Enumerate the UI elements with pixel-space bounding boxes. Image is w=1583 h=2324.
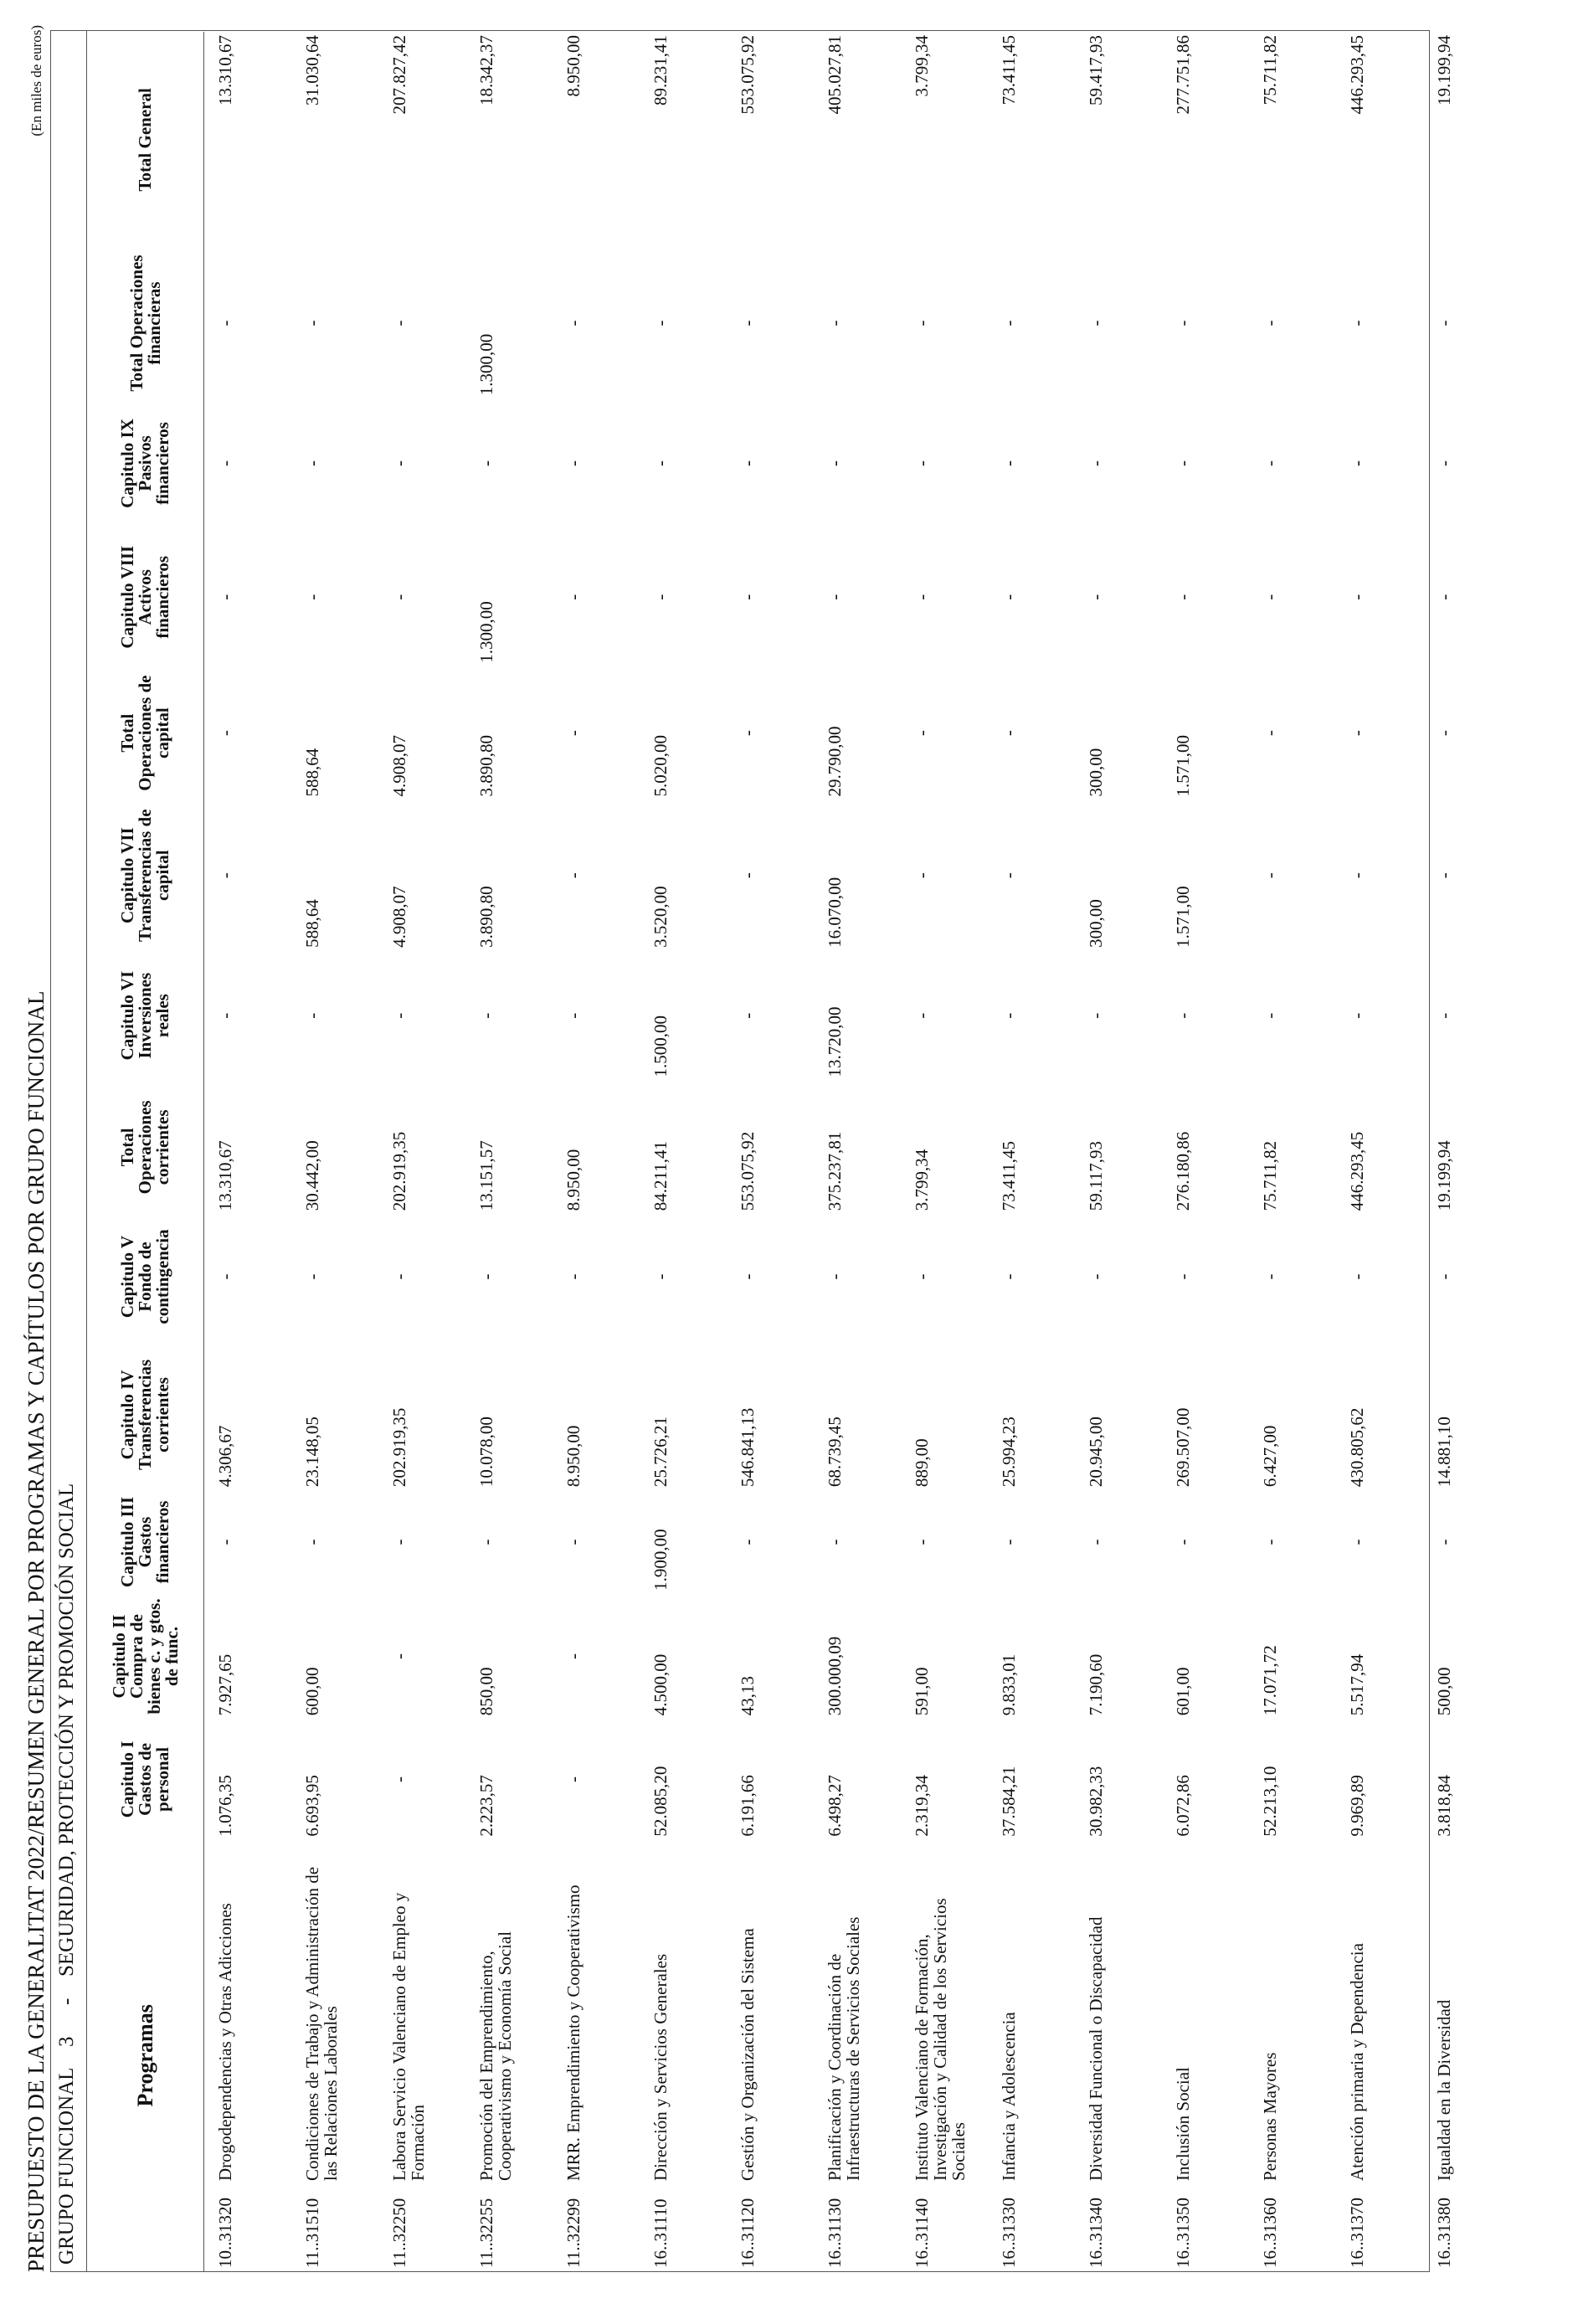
amount-cell: 30.442,00 <box>302 1140 322 1211</box>
program-name: Drogodependencias y Otras Adicciones <box>215 1903 235 2181</box>
amount-cell: 1.300,00 <box>476 333 496 396</box>
table-row <box>993 32 1080 2271</box>
amount-cell: - <box>389 594 409 600</box>
amount-cell: 8.950,00 <box>563 1425 583 1488</box>
total-general-cell: 59.417,93 <box>1086 35 1106 105</box>
amount-cell: - <box>1086 594 1106 600</box>
amount-cell: 1.900,00 <box>650 1529 671 1591</box>
program-cell <box>470 1840 558 2271</box>
amount-cell: - <box>563 730 583 737</box>
amount-cell: 30.982,33 <box>1086 1766 1106 1837</box>
amount-cell: - <box>563 1273 583 1280</box>
amount-cell: - <box>215 460 235 467</box>
program-code: 16..31350 <box>1173 2198 1193 2268</box>
table-row <box>383 32 470 2271</box>
amount-cell: - <box>215 872 235 879</box>
header-row <box>87 32 204 2271</box>
amount-cell: - <box>1434 460 1454 467</box>
program-cell <box>1341 1840 1428 2271</box>
amount-cell: - <box>1260 730 1280 737</box>
amount-cell: 375.237,81 <box>825 1131 845 1211</box>
amount-cell: - <box>302 1539 322 1545</box>
budget-table <box>87 32 1515 2271</box>
amount-cell: 1.571,00 <box>1173 735 1193 797</box>
total-general-cell: 13.310,67 <box>215 35 235 105</box>
amount-cell: - <box>389 1012 409 1019</box>
amount-cell: - <box>1260 1273 1280 1280</box>
amount-cell: 3.818,84 <box>1434 1775 1454 1837</box>
amount-cell: - <box>389 1273 409 1280</box>
budget-table-frame <box>50 30 1454 2272</box>
program-cell <box>558 1840 645 2271</box>
amount-cell: 9.969,89 <box>1347 1775 1367 1837</box>
amount-cell: - <box>563 594 583 600</box>
amount-cell: 1.300,00 <box>476 601 496 663</box>
amount-cell: - <box>215 1539 235 1545</box>
table-row <box>1254 32 1341 2271</box>
amount-cell: - <box>912 594 932 600</box>
amount-cell: - <box>1347 1012 1367 1019</box>
amount-cell: 13.310,67 <box>215 1140 235 1211</box>
program-code: 16..31340 <box>1086 2198 1106 2268</box>
column-header: Total Operaciones corrientes <box>87 1081 204 1215</box>
amount-cell: 2.223,57 <box>476 1775 496 1837</box>
amount-cell: - <box>912 1273 932 1280</box>
total-general-cell: 3.799,34 <box>912 35 932 97</box>
amount-cell: - <box>650 1273 671 1280</box>
program-cell <box>383 1840 470 2271</box>
amount-cell: - <box>1347 594 1367 600</box>
amount-cell: 430.805,62 <box>1347 1407 1367 1488</box>
amount-cell: 13.151,57 <box>476 1140 496 1211</box>
amount-cell: 52.213,10 <box>1260 1766 1280 1837</box>
table-row <box>1080 32 1167 2271</box>
program-code: 16..31370 <box>1347 2198 1367 2268</box>
amount-cell: 25.994,23 <box>999 1417 1019 1488</box>
amount-cell: 8.950,00 <box>563 1149 583 1211</box>
amount-cell: - <box>215 1012 235 1019</box>
column-header: Capitulo VIII Activos financieros <box>87 528 204 666</box>
amount-cell: 9.833,01 <box>999 1653 1019 1716</box>
amount-cell: - <box>738 1273 758 1280</box>
table-row <box>558 32 645 2271</box>
amount-cell: - <box>302 460 322 467</box>
program-code: 11..31510 <box>302 2198 322 2268</box>
amount-cell: - <box>1347 460 1367 467</box>
column-header: Capitulo I Gastos de personal <box>87 1719 204 1839</box>
table-row <box>645 32 732 2271</box>
amount-cell: - <box>563 872 583 879</box>
amount-cell: - <box>563 1012 583 1019</box>
program-name: Infancia y Adolescencia <box>999 2012 1019 2181</box>
program-cell <box>1167 1840 1254 2271</box>
program-code: 16..31140 <box>912 2198 932 2268</box>
column-header: Capitulo VII Transferencias de capital <box>87 800 204 951</box>
amount-cell: - <box>1260 460 1280 467</box>
table-row <box>819 32 906 2271</box>
column-header: Capitulo VI Inversiones reales <box>87 951 204 1081</box>
amount-cell: 588,64 <box>302 748 322 797</box>
amount-cell: 17.071,72 <box>1260 1645 1280 1716</box>
amount-cell: 6.427,00 <box>1260 1425 1280 1488</box>
amount-cell: - <box>738 1012 758 1019</box>
amount-cell: - <box>1434 594 1454 600</box>
program-cell <box>296 1840 383 2271</box>
program-name: Diversidad Funcional o Discapacidad <box>1086 1916 1106 2181</box>
amount-cell: - <box>389 1653 409 1660</box>
amount-cell: 588,64 <box>302 899 322 948</box>
units-note: (En miles de euros) <box>28 25 44 136</box>
program-code: 16..31380 <box>1434 2198 1454 2268</box>
amount-cell: - <box>999 872 1019 879</box>
column-header: Programas <box>87 1840 204 2271</box>
amount-cell: - <box>650 320 671 326</box>
amount-cell: - <box>999 594 1019 600</box>
amount-cell: - <box>1173 594 1193 600</box>
program-code: 16..31130 <box>825 2198 845 2268</box>
table-row <box>204 32 297 2271</box>
amount-cell: 37.584,21 <box>999 1766 1019 1837</box>
amount-cell: 446.293,45 <box>1347 1131 1367 1211</box>
amount-cell: - <box>1173 1012 1193 1019</box>
total-general-cell: 73.411,45 <box>999 35 1019 105</box>
program-name: Promoción del Emprendimiento, Cooperativismo y Economía Social <box>476 1931 515 2181</box>
amount-cell: 601,00 <box>1173 1667 1193 1716</box>
total-general-cell: 18.342,37 <box>476 35 496 105</box>
program-name: MRR. Emprendimiento y Cooperativismo <box>563 1884 583 2181</box>
amount-cell: - <box>912 730 932 737</box>
group-number: 3 <box>55 2036 78 2047</box>
amount-cell: - <box>1173 460 1193 467</box>
program-cell <box>1254 1840 1341 2271</box>
amount-cell: - <box>1260 320 1280 326</box>
amount-cell: 850,00 <box>476 1667 496 1716</box>
amount-cell: 546.841,13 <box>738 1407 758 1488</box>
amount-cell: - <box>302 320 322 326</box>
total-general-cell: 89.231,41 <box>650 35 671 105</box>
amount-cell: 3.799,34 <box>912 1149 932 1211</box>
amount-cell: - <box>1173 320 1193 326</box>
amount-cell: - <box>302 1273 322 1280</box>
total-general-cell: 405.027,81 <box>825 35 845 115</box>
amount-cell: 202.919,35 <box>389 1131 409 1211</box>
amount-cell: 300.000,09 <box>825 1636 845 1716</box>
amount-cell: - <box>650 594 671 600</box>
amount-cell: - <box>1086 1539 1106 1545</box>
amount-cell: 3.890,80 <box>476 886 496 948</box>
program-name: Personas Mayores <box>1260 2052 1280 2181</box>
program-code: 16..31330 <box>999 2198 1019 2268</box>
amount-cell: - <box>1260 872 1280 879</box>
program-code: 16..31120 <box>738 2198 758 2268</box>
program-code: 16..31360 <box>1260 2198 1280 2268</box>
amount-cell: 14.881,10 <box>1434 1417 1454 1488</box>
amount-cell: 4.908,07 <box>389 735 409 797</box>
table-row <box>470 32 558 2271</box>
amount-cell: - <box>825 320 845 326</box>
amount-cell: 3.890,80 <box>476 735 496 797</box>
amount-cell: 5.517,94 <box>1347 1653 1367 1716</box>
column-header: Capitulo IV Transferencias corrientes <box>87 1339 204 1490</box>
total-general-cell: 553.075,92 <box>738 35 758 115</box>
amount-cell: - <box>1086 460 1106 467</box>
amount-cell: - <box>215 594 235 600</box>
amount-cell: - <box>389 320 409 326</box>
amount-cell: - <box>1434 1539 1454 1545</box>
amount-cell: - <box>215 730 235 737</box>
amount-cell: - <box>738 594 758 600</box>
amount-cell: - <box>476 1273 496 1280</box>
amount-cell: 889,00 <box>912 1438 932 1488</box>
amount-cell: - <box>825 1273 845 1280</box>
amount-cell: 75.711,82 <box>1260 1141 1280 1211</box>
program-cell <box>645 1840 732 2271</box>
amount-cell: - <box>912 1539 932 1545</box>
amount-cell: 600,00 <box>302 1667 322 1716</box>
amount-cell: 73.411,45 <box>999 1141 1019 1211</box>
amount-cell: - <box>1347 730 1367 737</box>
amount-cell: - <box>302 594 322 600</box>
amount-cell: - <box>563 320 583 326</box>
amount-cell: 500,00 <box>1434 1667 1454 1716</box>
amount-cell: 20.945,00 <box>1086 1417 1106 1488</box>
amount-cell: 6.693,95 <box>302 1775 322 1837</box>
table-row <box>296 32 383 2271</box>
amount-cell: - <box>1086 1012 1106 1019</box>
amount-cell: - <box>1434 872 1454 879</box>
table-row <box>1428 32 1515 2271</box>
program-name: Dirección y Servicios Generales <box>650 1953 671 2181</box>
table-row <box>1167 32 1254 2271</box>
amount-cell: 2.319,34 <box>912 1775 932 1837</box>
program-code: 11..32255 <box>476 2198 496 2268</box>
amount-cell: - <box>476 1539 496 1545</box>
amount-cell: 3.520,00 <box>650 886 671 948</box>
amount-cell: - <box>215 1273 235 1280</box>
amount-cell: - <box>476 460 496 467</box>
amount-cell: - <box>1260 594 1280 600</box>
amount-cell: - <box>999 320 1019 326</box>
program-cell <box>1080 1840 1167 2271</box>
amount-cell: - <box>912 320 932 326</box>
column-header: Capitulo IX Pasivos financieros <box>87 398 204 528</box>
amount-cell: - <box>1173 1539 1193 1545</box>
amount-cell: 68.739,45 <box>825 1417 845 1488</box>
amount-cell: 84.211,41 <box>650 1141 671 1211</box>
amount-cell: 553.075,92 <box>738 1131 758 1211</box>
amount-cell: - <box>999 1012 1019 1019</box>
amount-cell: 4.500,00 <box>650 1653 671 1716</box>
amount-cell: - <box>825 460 845 467</box>
amount-cell: - <box>389 1776 409 1782</box>
amount-cell: - <box>1086 1273 1106 1280</box>
group-label: GRUPO FUNCIONAL <box>55 2067 78 2265</box>
amount-cell: - <box>1260 1539 1280 1545</box>
program-name: Labora Servicio Valenciano de Empleo y Formación <box>389 1892 428 2181</box>
amount-cell: - <box>563 1539 583 1545</box>
total-general-cell: 19.199,94 <box>1434 35 1454 105</box>
amount-cell: 202.919,35 <box>389 1407 409 1488</box>
amount-cell: 4.908,07 <box>389 886 409 948</box>
amount-cell: - <box>563 460 583 467</box>
program-code: 10..31320 <box>215 2198 235 2268</box>
amount-cell: 19.199,94 <box>1434 1140 1454 1211</box>
amount-cell: 52.085,20 <box>650 1766 671 1837</box>
amount-cell: 4.306,67 <box>215 1425 235 1488</box>
amount-cell: - <box>738 872 758 879</box>
amount-cell: - <box>1434 1273 1454 1280</box>
amount-cell: - <box>738 1539 758 1545</box>
amount-cell: - <box>1434 1012 1454 1019</box>
total-general-cell: 277.751,86 <box>1173 35 1193 115</box>
amount-cell: - <box>389 1539 409 1545</box>
program-cell <box>1428 1840 1515 2271</box>
document-title: PRESUPUESTO DE LA GENERALITAT 2022/RESUMEN GENERAL POR PROGRAMAS Y CAPÍTULOS POR GRUPO FUNCIONAL <box>23 990 49 2272</box>
amount-cell: - <box>825 1539 845 1545</box>
amount-cell: 23.148,05 <box>302 1417 322 1488</box>
amount-cell: 591,00 <box>912 1667 932 1716</box>
program-name: Igualdad en la Diversidad <box>1434 1999 1454 2181</box>
column-header: Total General <box>87 32 204 248</box>
amount-cell: 5.020,00 <box>650 735 671 797</box>
amount-cell: 6.498,27 <box>825 1775 845 1837</box>
amount-cell: - <box>476 1012 496 1019</box>
amount-cell: - <box>825 594 845 600</box>
program-name: Instituto Valenciano de Formación, Investigación y Calidad de los Servicios Sociales <box>912 1898 969 2181</box>
amount-cell: - <box>1260 1012 1280 1019</box>
amount-cell: - <box>1434 730 1454 737</box>
program-name: Condiciones de Trabajo y Administración de las Relaciones Laborales <box>302 1866 341 2181</box>
program-cell <box>204 1840 297 2271</box>
amount-cell: 6.191,66 <box>738 1775 758 1837</box>
table-body <box>204 32 1516 2271</box>
amount-cell: - <box>1347 872 1367 879</box>
amount-cell: 59.117,93 <box>1086 1141 1106 1211</box>
program-name: Inclusión Social <box>1173 2067 1193 2181</box>
amount-cell: - <box>302 1012 322 1019</box>
amount-cell: - <box>1347 1539 1367 1545</box>
column-header: Capitulo II Compra de bienes c. y gtos. de func. <box>87 1594 204 1719</box>
amount-cell: 269.507,00 <box>1173 1407 1193 1488</box>
total-general-cell: 207.827,42 <box>389 35 409 115</box>
column-header: Capitulo V Fondo de contingencia <box>87 1214 204 1339</box>
amount-cell: 300,00 <box>1086 899 1106 948</box>
amount-cell: 1.076,35 <box>215 1775 235 1837</box>
amount-cell: 1.500,00 <box>650 1015 671 1077</box>
amount-cell: 7.190,60 <box>1086 1653 1106 1716</box>
program-name: Planificación y Coordinación de Infraestructuras de Servicios Sociales <box>825 1916 863 2181</box>
amount-cell: - <box>1434 320 1454 326</box>
functional-group-header <box>51 31 87 2271</box>
program-name: Gestión y Organización del Sistema <box>738 1928 758 2181</box>
amount-cell: 7.927,65 <box>215 1653 235 1716</box>
amount-cell: 300,00 <box>1086 748 1106 797</box>
program-code: 11..32250 <box>389 2198 409 2268</box>
total-general-cell: 8.950,00 <box>563 35 583 97</box>
amount-cell: - <box>999 1273 1019 1280</box>
amount-cell: 6.072,86 <box>1173 1775 1193 1837</box>
program-cell <box>732 1840 819 2271</box>
table-row <box>1341 32 1428 2271</box>
amount-cell: - <box>912 872 932 879</box>
amount-cell: 13.720,00 <box>825 1006 845 1077</box>
amount-cell: - <box>999 730 1019 737</box>
amount-cell: - <box>738 730 758 737</box>
program-name: Atención primaria y Dependencia <box>1347 1943 1367 2181</box>
amount-cell: 43,13 <box>738 1676 758 1716</box>
amount-cell: - <box>912 460 932 467</box>
program-cell <box>819 1840 906 2271</box>
amount-cell: - <box>1173 1273 1193 1280</box>
amount-cell: 1.571,00 <box>1173 886 1193 948</box>
table-row <box>906 32 993 2271</box>
program-cell <box>993 1840 1080 2271</box>
amount-cell: 29.790,00 <box>825 726 845 797</box>
amount-cell: 16.070,00 <box>825 877 845 948</box>
amount-cell: - <box>999 460 1019 467</box>
total-general-cell: 75.711,82 <box>1260 35 1280 105</box>
column-header: Total Operaciones de capital <box>87 666 204 800</box>
amount-cell: - <box>738 320 758 326</box>
amount-cell: - <box>1347 1273 1367 1280</box>
amount-cell: - <box>1347 320 1367 326</box>
group-dash: - <box>55 1998 78 2005</box>
total-general-cell: 446.293,45 <box>1347 35 1367 115</box>
amount-cell: - <box>912 1012 932 1019</box>
amount-cell: - <box>563 1653 583 1660</box>
amount-cell: - <box>650 460 671 467</box>
amount-cell: 276.180,86 <box>1173 1131 1193 1211</box>
amount-cell: 25.726,21 <box>650 1417 671 1488</box>
table-row <box>732 32 819 2271</box>
column-header: Total Operaciones financieras <box>87 248 204 398</box>
amount-cell: - <box>999 1539 1019 1545</box>
program-code: 11..32299 <box>563 2198 583 2268</box>
group-name: SEGURIDAD, PROTECCIÓN Y PROMOCIÓN SOCIAL <box>55 1483 78 1977</box>
program-code: 16..31110 <box>650 2198 671 2268</box>
amount-cell: - <box>1086 320 1106 326</box>
amount-cell: - <box>738 460 758 467</box>
amount-cell: - <box>563 1776 583 1782</box>
amount-cell: 10.078,00 <box>476 1417 496 1488</box>
column-header: Capitulo III Gastos financieros <box>87 1490 204 1594</box>
amount-cell: - <box>215 320 235 326</box>
total-general-cell: 31.030,64 <box>302 35 322 105</box>
amount-cell: - <box>389 460 409 467</box>
program-cell <box>906 1840 993 2271</box>
